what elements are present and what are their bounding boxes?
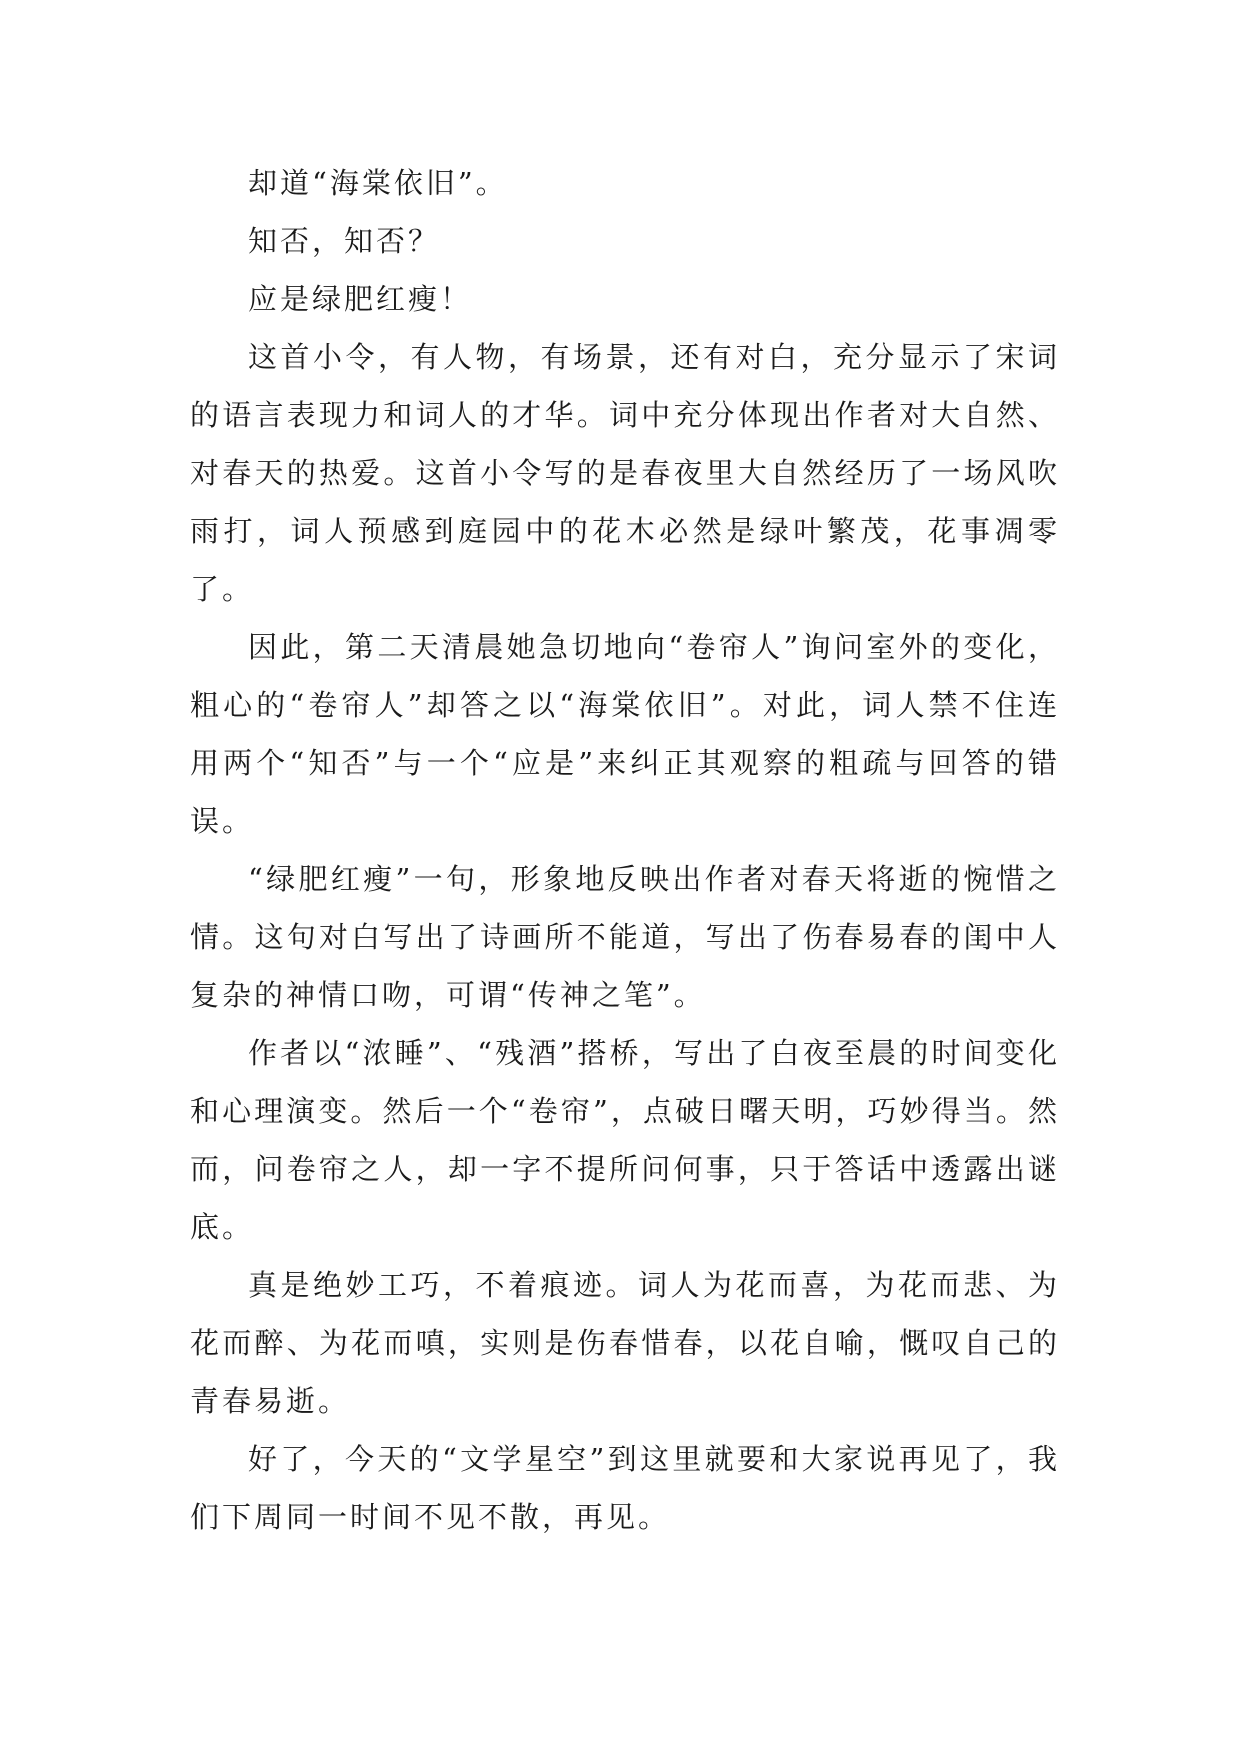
verse-line: 知否，知否？ bbox=[248, 224, 441, 258]
paragraph: “绿肥红瘦”一句，形象地反映出作者对春天将逝的惋惜之情。这句对白写出了诗画所不能道，写出了伤春易春的闺中人复杂的神情口吻，可谓“传神之笔”。 bbox=[190, 862, 1060, 1012]
verse-line: 应是绿肥红瘦！ bbox=[248, 282, 473, 316]
paragraph: 因此，第二天清晨她急切地向“卷帘人”询问室外的变化，粗心的“卷帘人”却答之以“海棠依旧”。对此，词人禁不住连用两个“知否”与一个“应是”来纠正其观察的粗疏与回答的错误。 bbox=[190, 630, 1060, 838]
paragraph: 真是绝妙工巧，不着痕迹。词人为花而喜，为花而悲、为花而醉、为花而嗔，实则是伤春惜春，以花自喻，慨叹自己的青春易逝。 bbox=[190, 1268, 1060, 1418]
paragraph: 作者以“浓睡”、“残酒”搭桥，写出了白夜至晨的时间变化和心理演变。然后一个“卷帘”，点破日曙天明，巧妙得当。然而，问卷帘之人，却一字不提所问何事，只于答话中透露出谜底。 bbox=[190, 1036, 1060, 1244]
paragraph: 好了，今天的“文学星空”到这里就要和大家说再见了，我们下周同一时间不见不散，再见。 bbox=[190, 1442, 1060, 1534]
document-body bbox=[190, 154, 1060, 1546]
verse-line: 却道“海棠依旧”。 bbox=[248, 166, 508, 200]
paragraph: 这首小令，有人物，有场景，还有对白，充分显示了宋词的语言表现力和词人的才华。词中充分体现出作者对大自然、对春天的热爱。这首小令写的是春夜里大自然经历了一场风吹雨打，词人预感到庭园中的花木必然是绿叶繁茂，花事凋零了。 bbox=[190, 340, 1060, 606]
